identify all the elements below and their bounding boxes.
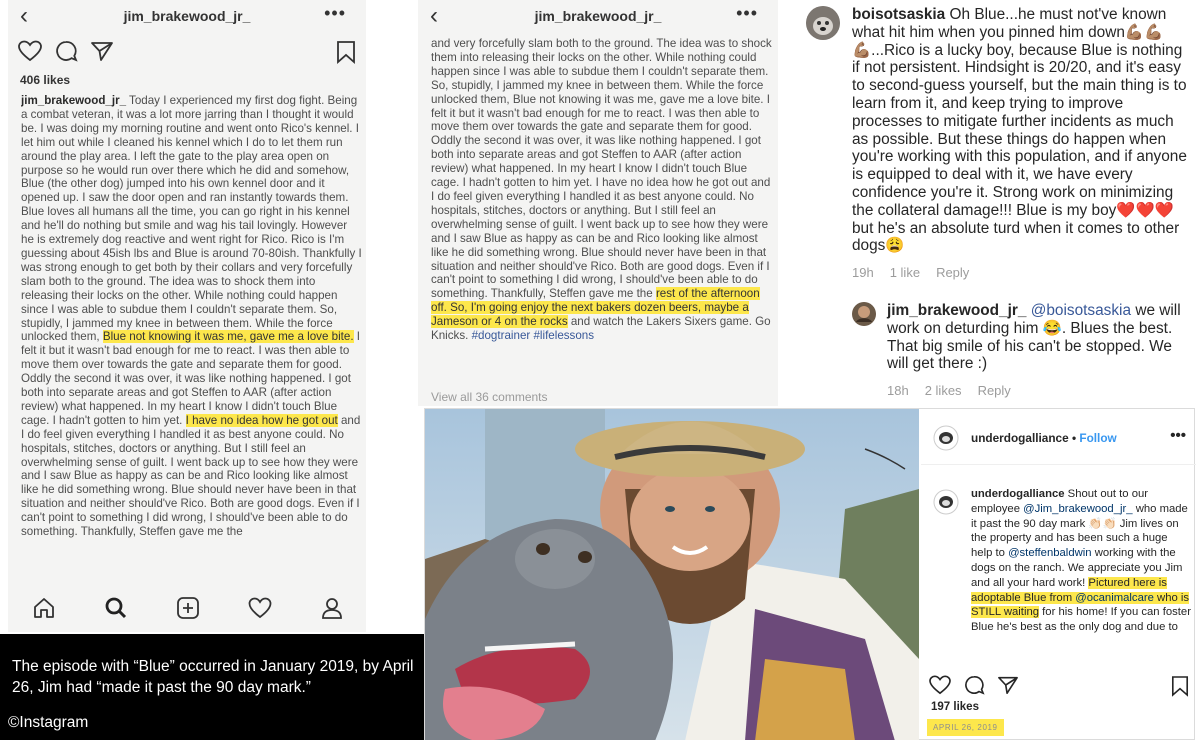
caption-box-text: The episode with “Blue” occurred in January 2019, by April 26, Jim had “made it past the 90 day mark.” — [12, 658, 414, 696]
home-icon[interactable] — [32, 596, 56, 620]
bookmark-icon[interactable] — [336, 40, 356, 64]
post-sidebar — [921, 409, 1196, 740]
more-options-icon[interactable]: ••• — [324, 3, 346, 23]
caption-text: I felt it but it wasn't bad enough for me to react. I was then able to move them over towards the gate and separate them for good. Oddly the second it was over, it was like nothing happened. I got both into separate areas and got Steffen to AAR (after action review) what happened. In my heart I know I didn't touch Blue cage. I hadn't gotten to him yet. — [21, 330, 360, 427]
profile-icon[interactable] — [320, 596, 344, 620]
back-arrow-icon[interactable]: ‹ — [430, 2, 438, 29]
comment-boisotsaskia — [852, 6, 1188, 255]
screenshot-jim-post-1 — [8, 0, 366, 632]
post-caption — [21, 94, 363, 582]
highlighted-text: I have no idea how he got out — [185, 413, 338, 427]
comment-text: Oh Blue...he must not've known what hit him when you pinned him down💪🏽💪🏽💪🏽...Rico is a lucky boy, because Blue is nothing if not persistent. Hindsight is 20/20, and it's easy to second-guess yourself, but the main thing is to learn from it, and keep trying to improve processes to mitigate further incidents as much as possible. But these things do happen when you're working with this population, and if anyone is equipped to deal with it, we have every confidence you're it. Strong work on minimizing the collateral damage!!! Blue is my boy❤️❤️❤️ but he's an absolute turd when it comes to other dogs😩 — [852, 6, 1187, 255]
caption-text: and watch the Lakers Sixers game. Go Knicks. — [431, 315, 771, 343]
account-name — [971, 431, 1117, 445]
mention-link[interactable]: @boisotsaskia — [1030, 302, 1132, 319]
avatar[interactable] — [933, 425, 959, 451]
separator-dot: • — [1068, 431, 1080, 445]
follow-button[interactable]: Follow — [1079, 431, 1117, 445]
reply-button[interactable]: Reply — [977, 383, 1011, 398]
action-bar — [18, 40, 358, 66]
reply-button[interactable]: Reply — [936, 265, 970, 280]
more-options-icon[interactable]: ••• — [1170, 427, 1186, 444]
comment-likes[interactable]: 2 likes — [924, 383, 962, 398]
header-username: jim_brakewood_jr_ — [534, 8, 662, 24]
comment-username[interactable]: boisotsaskia — [852, 6, 946, 23]
avatar[interactable] — [852, 302, 876, 326]
action-bar — [929, 675, 1191, 699]
bottom-nav — [8, 584, 366, 632]
likes-count[interactable]: 406 likes — [20, 73, 71, 87]
comment-meta — [852, 265, 985, 280]
post-header — [8, 0, 366, 34]
post-caption — [431, 37, 776, 375]
more-options-icon[interactable]: ••• — [736, 3, 758, 23]
caption-text: working with the dogs on the ranch. We appreciate you Jim and all your hard work! — [971, 547, 1183, 589]
caption-text: and very forcefully slam both to the ground. The idea was to shock them into releasing their locks on the other. While nothing could happen since I was able to subdue them I couldn't separate them. So, stupidly, I jammed my knee in between them. While the force unlocked them, Blue not knowing it was me, gave me a love bite. I felt it but it wasn't bad enough for me to react. I was then able to move them over towards the gate and separate them for good. Oddly the second it was over, it was like nothing happened. I got both into separate areas and got Steffen to AAR (after action review) what happened. In my heart I know I didn't touch Blue cage. I hadn't gotten to him yet. I have no idea how he got out and I do feel given everything I handled it as best anyone could. No hospitals, stitches, doctors or anything. But I still feel an overwhelming sense of guilt. I went back up to see how they were and I saw Blue as happy as can be and Rico looking like almost like he did something wrong. Blue should never have been in that situation and neither should've Rico. Both are good dogs. Even if I can't point to something I did wrong, I should've been able to do something. Thankfully, Steffen gave me the — [431, 37, 772, 301]
post-header — [418, 0, 778, 34]
comment-meta — [887, 383, 1027, 398]
header-username: jim_brakewood_jr_ — [123, 8, 251, 24]
highlighted-text-part: who is STILL waiting — [971, 591, 1190, 619]
mention-link[interactable]: @Jim_brakewood_jr_ — [1023, 502, 1133, 515]
comment-icon[interactable] — [963, 675, 985, 695]
avatar[interactable] — [806, 6, 840, 40]
activity-heart-icon[interactable] — [248, 596, 272, 620]
share-icon[interactable] — [90, 40, 114, 62]
account-username[interactable]: underdogalliance — [971, 431, 1069, 445]
underdogalliance-post — [424, 408, 1195, 740]
comment-username[interactable]: jim_brakewood_jr_ — [887, 302, 1027, 319]
caption-text: who made it past the 90 day mark 👏🏻👏🏻 Jim lives on the property and has been such a huge help to — [971, 502, 1188, 560]
avatar[interactable] — [933, 489, 959, 515]
heart-icon[interactable] — [929, 675, 951, 695]
likes-count[interactable]: 197 likes — [931, 701, 979, 713]
caption-box — [0, 634, 424, 740]
heart-icon[interactable] — [18, 40, 42, 62]
mention-link[interactable]: @steffenbaldwin — [1008, 547, 1092, 560]
caption-text: Shout out to our employee — [971, 488, 1149, 515]
comment-likes[interactable]: 1 like — [889, 265, 921, 280]
caption-username[interactable]: jim_brakewood_jr_ — [21, 94, 127, 107]
hashtags[interactable]: #dogtrainer #lifelessons — [471, 329, 595, 343]
photo-illustration — [425, 409, 919, 740]
caption-text: Today I experienced my first dog fight. Being a combat veteran, it was a lot more jarring than I thought it would be. I was doing my morning routine and went onto Rico's kennel. I let him out while I cleaned his kennel which I do to let them run around the play area. I left the gate to the play area open on purpose so he would run over there which he did and somehow, Blue (the other dog) jumped into his own kennel door and it opened up. I saw the door open and ran instantly towards them. Blue loves all humans all the time, you can go right in his kennel and he'll do nothing but smile and wag his tail lovingly. However he is extremely dog reactive and went right for Rico. Rico is I'm guessing about 45ish lbs and Blue is around 70-80ish. Thankfully I was strong enough to get both by their collars and very forcefully slam both to the ground. The idea was to shock them into releasing their locks on the other. While nothing could happen since I was able to subdue them I couldn't separate them. So, stupidly, I jammed my knee in between them. While the force unlocked them, — [21, 94, 362, 344]
comment-reply-jim — [887, 302, 1193, 373]
mention-link[interactable]: @ocanimalcare — [1075, 591, 1154, 604]
screenshot-jim-post-2 — [418, 0, 778, 406]
comment-time: 18h — [887, 383, 909, 398]
comment-icon[interactable] — [54, 40, 78, 62]
caption-text: and I do feel given everything I handled it as best anyone could. No hospitals, stitches, doctors or anything. But I still feel an overwhelming sense of guilt. I went back up to see how they were and I saw Blue as happy as can be and Rico looking like almost like he did something wrong. Blue should never have been in that situation and neither should've Rico. Both are good dogs. Even if I can't point to something I did wrong, I should've been able to do something. Thankfully, Steffen gave me the — [21, 413, 361, 539]
search-icon[interactable] — [104, 596, 128, 620]
post-photo — [425, 409, 919, 740]
highlighted-text: Blue not knowing it was me, gave me a love bite. — [102, 330, 354, 344]
post-sidebar-header — [921, 409, 1196, 465]
comment-text: we will work on deturding him 😂. Blues the best. That big smile of his can't be stopped. We will get there :) — [887, 302, 1181, 373]
add-post-icon[interactable] — [176, 596, 200, 620]
bookmark-icon[interactable] — [1171, 675, 1189, 697]
share-icon[interactable] — [997, 675, 1019, 695]
comment-time: 19h — [852, 265, 874, 280]
view-all-comments-link[interactable]: View all 36 comments — [431, 390, 548, 404]
post-caption — [971, 487, 1191, 663]
caption-text: for his home! If you can foster Blue he's best as the only dog and due to — [971, 606, 1191, 634]
post-date: APRIL 26, 2019 — [927, 719, 1004, 736]
highlighted-text-part: Pictured here is adoptable Blue from — [971, 576, 1167, 604]
highlighted-text: rest of the afternoon off. So, I'm going enjoy the next bakers dozen beers, maybe a Jameson or 4 on the rocks — [431, 287, 760, 329]
back-arrow-icon[interactable]: ‹ — [20, 2, 28, 29]
image-credit: ©Instagram — [8, 714, 89, 731]
caption-username[interactable]: underdogalliance — [971, 488, 1065, 500]
